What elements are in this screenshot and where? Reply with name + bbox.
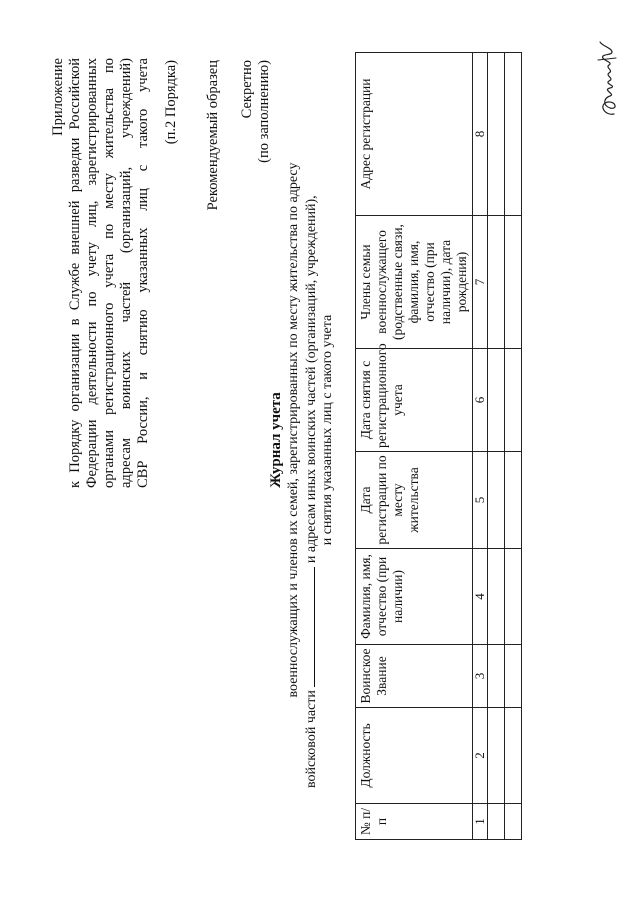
header-cell-number: № п/п [356,804,473,840]
military-unit-blank [302,567,315,687]
table-number-row [473,53,488,840]
header-cell-full-name: Фамилия, имя, отчество (при наличии) [356,549,473,645]
journal-table [355,52,522,840]
column-number: 5 [473,452,488,549]
appendix-line: Федерации деятельности по учету лиц, зарегистрированных [84,58,100,488]
header-cell-position: Должность [356,708,473,804]
column-number: 1 [473,804,488,840]
header-cell-deregistration-date: Дата снятия с регистрационного учета [356,349,473,452]
table-cell [488,349,505,452]
table-header-row [356,53,473,840]
header-cell-family-members: Члены семьи военнослужащего (родственные связи, фамилия, имя, отчество (при наличии), дата рождения) [356,216,473,349]
journal-table-wrapper [355,53,522,840]
journal-subtitle-line: и снятия указанных лиц с такого учета [320,314,335,546]
column-number: 8 [473,53,488,216]
journal-subtitle-line [302,60,320,800]
recommended-sample-note: Рекомендуемый образец [205,60,221,211]
appendix-title: Приложение [50,58,66,136]
table-cell [505,53,522,216]
table-cell [505,708,522,804]
column-number: 4 [473,549,488,645]
handwritten-signature [594,38,622,118]
column-number: 2 [473,708,488,804]
table-cell [488,708,505,804]
paragraph-reference: (п.2 Порядка) [163,60,179,145]
table-cell [505,645,522,708]
table-cell [488,452,505,549]
table-cell [488,804,505,840]
table-cell [505,216,522,349]
header-cell-rank: Воинское Звание [356,645,473,708]
journal-subtitle [286,60,336,800]
column-number: 6 [473,349,488,452]
appendix-header [50,58,152,488]
appendix-line: адресам воинских частей (организаций, учреждений) [118,58,134,488]
appendix-line: органами регистрационного учета по месту жительства по [101,58,117,488]
table-cell [488,549,505,645]
column-number: 7 [473,216,488,349]
secrecy-mark [239,60,273,280]
table-cell [488,216,505,349]
appendix-line: к Порядку организации в Службе внешней разведки Российской [67,58,83,488]
table-cell [505,349,522,452]
journal-subtitle-line: военнослужащих и членов их семей, зарегистрированных по месту жительства по адресу [286,162,301,698]
header-cell-registration-date: Дата регистрации по месту жительства [356,452,473,549]
journal-title: Журнал учета [268,392,284,488]
table-cell [488,53,505,216]
secrecy-note: (по заполнению) [256,60,272,163]
table-cell [505,452,522,549]
column-number: 3 [473,645,488,708]
table-cell [505,804,522,840]
header-cell-registration-address: Адрес регистрации [356,53,473,216]
table-cell [505,549,522,645]
table-row [488,53,505,840]
table-cell [488,645,505,708]
military-unit-label: войсковой части [304,690,319,788]
table-row [505,53,522,840]
secrecy-label: Секретно [239,60,255,119]
journal-subtitle-continuation: и адресам иных воинских частей (организаций, учреждений), [304,195,319,564]
appendix-line: СВР России, и снятию указанных лиц с такого учета [135,58,151,488]
